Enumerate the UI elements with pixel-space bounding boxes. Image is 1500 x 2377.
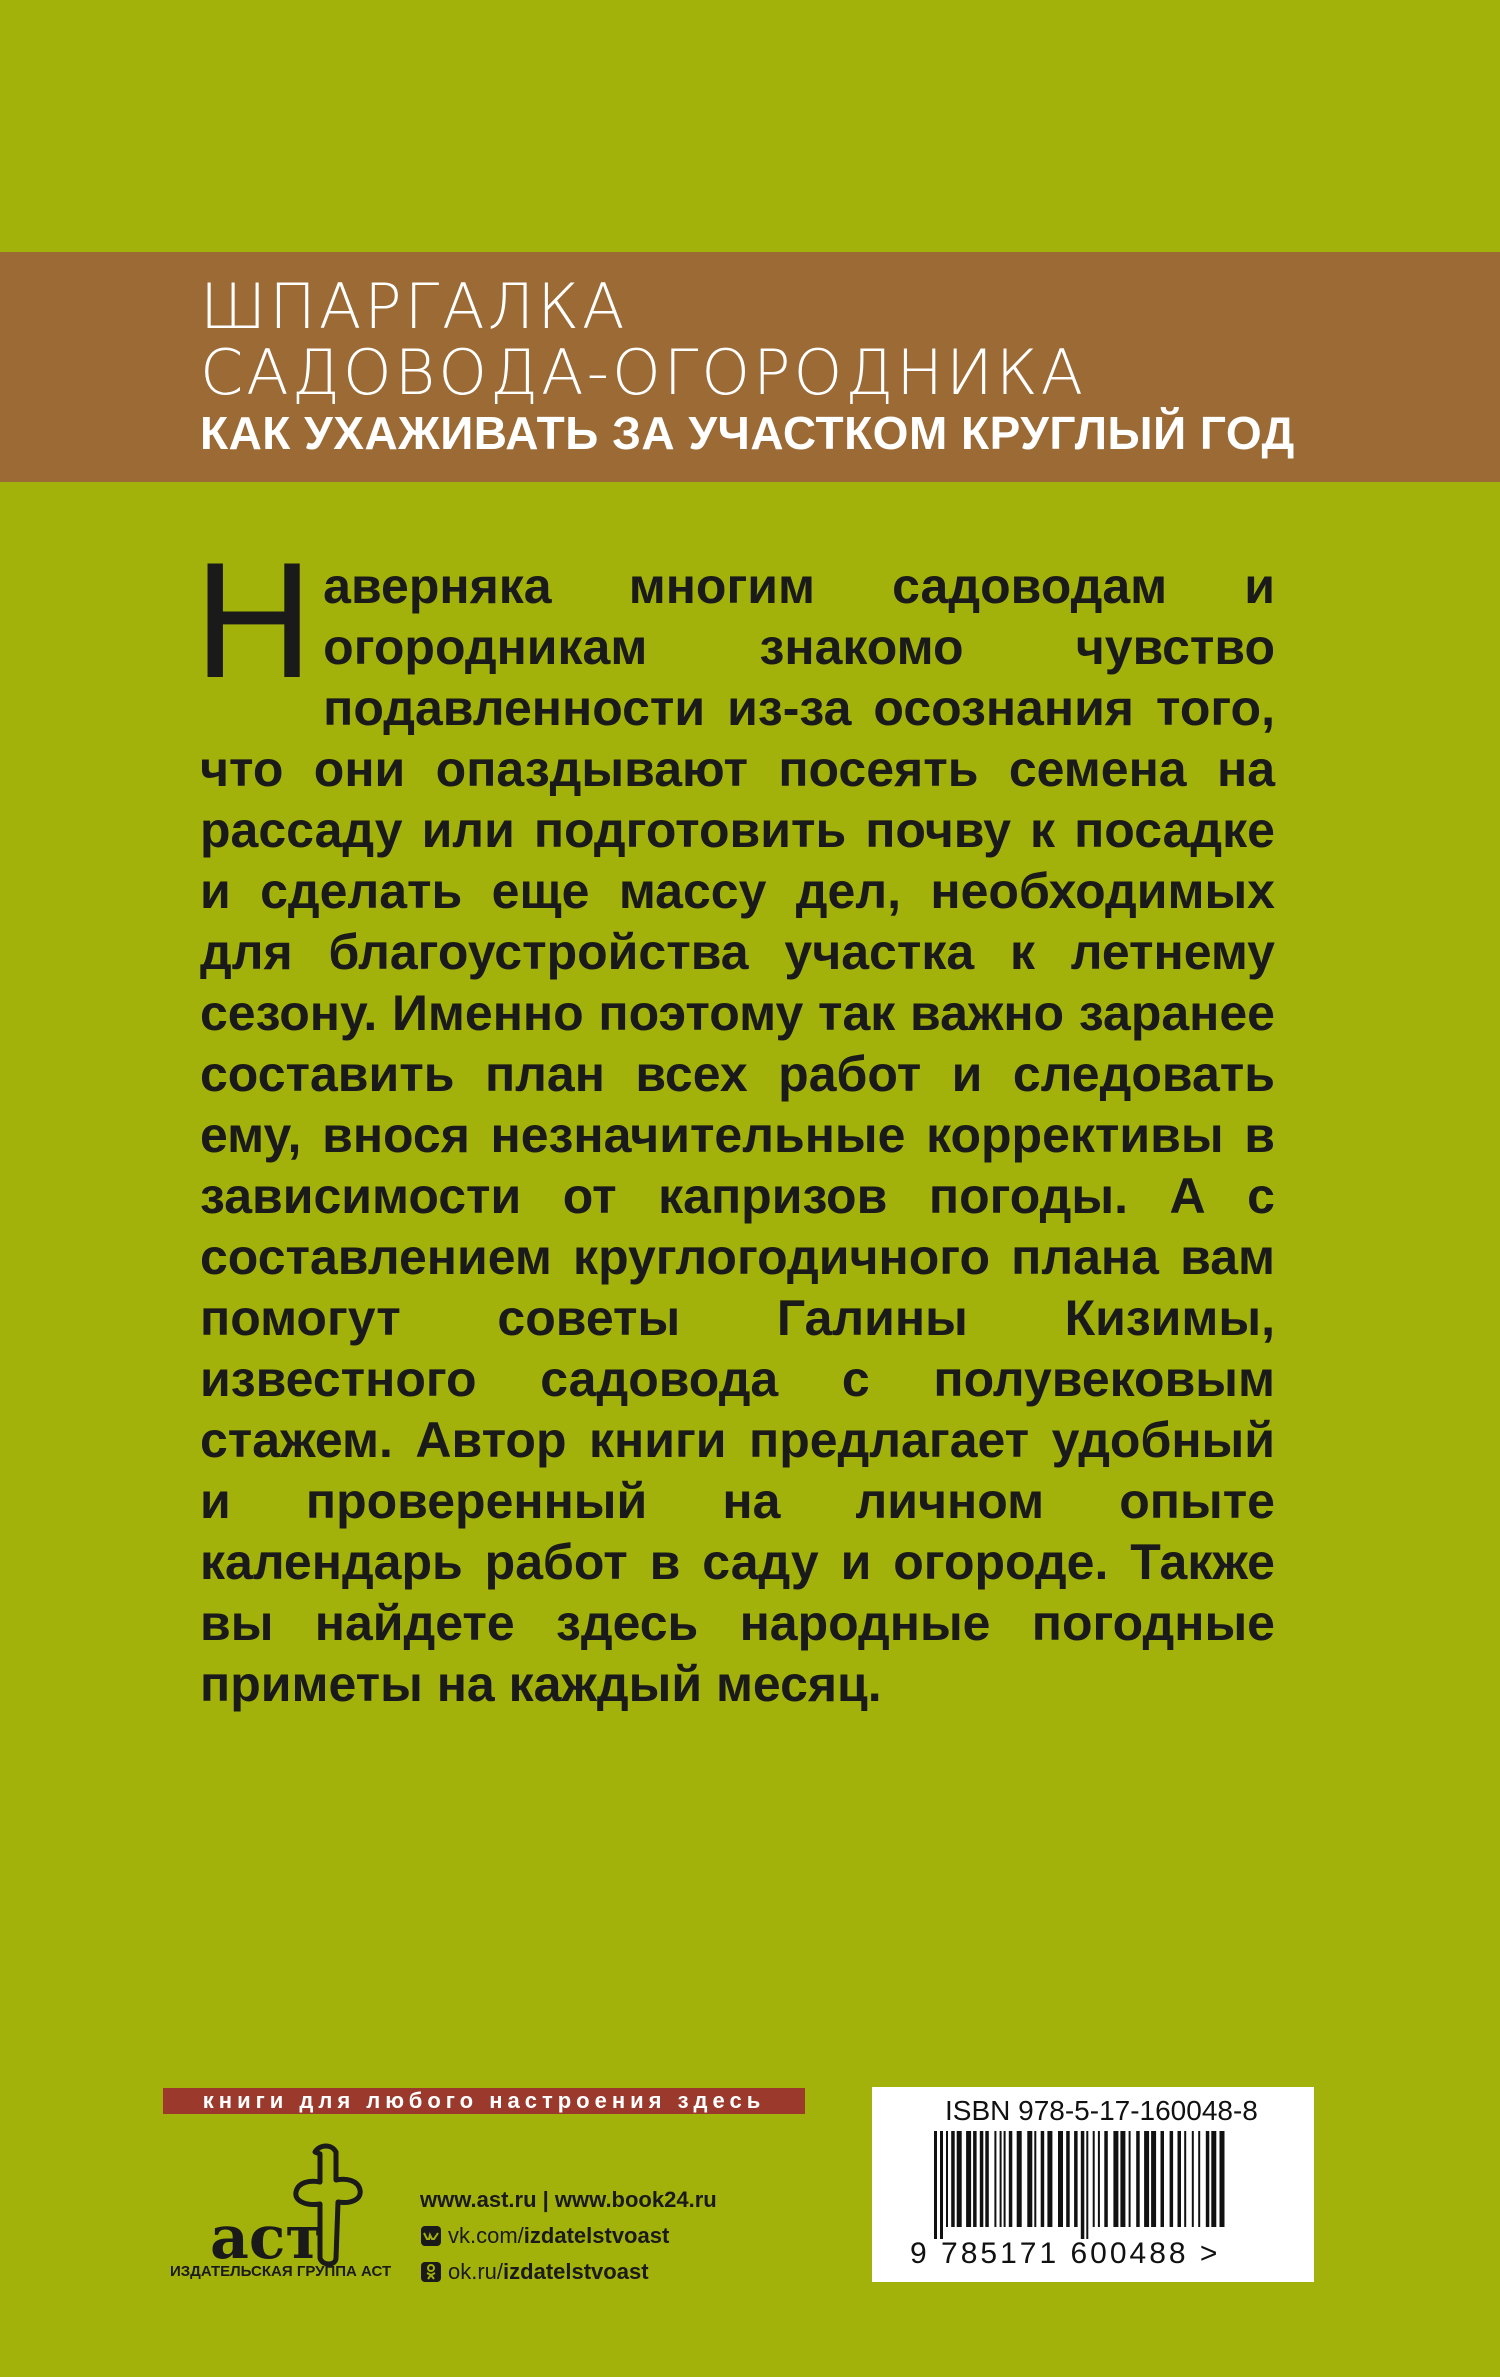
barcode-bar: [1211, 2131, 1216, 2227]
barcode-bar: [1198, 2131, 1200, 2227]
barcode-bar: [1074, 2131, 1078, 2227]
vk-icon: [420, 2225, 442, 2247]
logo-text: аст: [210, 2203, 323, 2270]
barcode-bar: [973, 2131, 977, 2227]
barcode-bar: [1161, 2131, 1165, 2227]
barcode-bar: [1192, 2131, 1194, 2227]
barcode-bar: [1066, 2131, 1070, 2227]
barcode-bar: [1086, 2131, 1088, 2239]
vk-row: [420, 2218, 717, 2254]
barcode-bar: [1178, 2131, 1182, 2227]
ok-link[interactable]: izdatelstvoast: [503, 2259, 649, 2284]
vk-link[interactable]: izdatelstvoast: [523, 2223, 670, 2248]
barcode-bar: [957, 2131, 962, 2227]
barcode-bar: [1129, 2131, 1131, 2227]
barcode-bar: [1098, 2131, 1100, 2227]
isbn-label: ISBN 978-5-17-160048-8: [945, 2095, 1258, 2126]
barcode-bar: [1034, 2131, 1036, 2227]
publisher-tagline: книги для любого настроения здесь: [163, 2088, 805, 2114]
barcode-bar: [1017, 2131, 1022, 2227]
description-text: аверняка многим садоводам и огородникам знакомо чувство подавленности из-за осознания того, что они опаздывают посеять семена на рассаду или подготовить почву к посадке и сделать еще массу дел, необходимых для благоустройства участка к летнему сезону. Именно поэтому так важно заранее составить план всех работ и следовать ему, внося незначительные коррективы в зависимости от капризов погоды. А с составлением круглогодичного плана вам помогут советы Галины Кизимы, известного садовода с полувековым стажем. Автор книги предлагает удобный и проверенный на личном опыте календарь работ в саду и огороде. Также вы найдете здесь народные погодные приметы на каждый месяц.: [200, 558, 1275, 1712]
ast-logo-icon: [170, 2140, 400, 2270]
barcode-bar: [966, 2131, 971, 2227]
barcode-bar: [946, 2131, 948, 2227]
barcode-bar: [1027, 2131, 1032, 2227]
title-line-2: САДОВОДА-ОГОРОДНИКА: [200, 336, 1087, 409]
barcode-bar: [1104, 2131, 1108, 2227]
description-paragraph: [194, 528, 1275, 1715]
ok-icon: [420, 2261, 442, 2283]
ok-prefix: ok.ru/: [448, 2259, 504, 2284]
ok-row: [420, 2254, 717, 2290]
isbn-digits: 9 785171 600488 >: [910, 2237, 1221, 2270]
barcode-bar: [1113, 2131, 1118, 2227]
barcode-bar: [1144, 2131, 1149, 2227]
barcode-bar: [951, 2131, 955, 2227]
barcode-bar: [1120, 2131, 1125, 2227]
websites-row: [420, 2182, 717, 2218]
barcode-bar: [1041, 2131, 1045, 2227]
barcode-bar: [1220, 2131, 1225, 2227]
title-banner: [0, 252, 1500, 482]
barcode-bar: [1047, 2131, 1052, 2227]
barcode-bar: [1093, 2131, 1095, 2227]
barcode-bar: [1058, 2131, 1063, 2227]
publisher-links: [420, 2182, 717, 2290]
barcode-bar: [1081, 2131, 1085, 2239]
barcode-bar: [934, 2131, 937, 2239]
vk-prefix: vk.com/: [448, 2223, 524, 2248]
barcode-bar: [1151, 2131, 1156, 2227]
barcode-bar: [1009, 2131, 1013, 2227]
barcode-bar: [1206, 2131, 1210, 2227]
isbn-barcode-box: [872, 2087, 1314, 2282]
barcode-icon: [934, 2131, 1234, 2239]
barcode-bar: [985, 2131, 989, 2227]
barcode-bar: [980, 2131, 984, 2227]
websites-link[interactable]: www.ast.ru | www.book24.ru: [420, 2187, 717, 2212]
drop-cap: Н: [194, 528, 314, 712]
title-line-1: ШПАРГАЛКА: [200, 270, 628, 343]
barcode-bar: [1170, 2131, 1174, 2227]
subtitle: КАК УХАЖИВАТЬ ЗА УЧАСТКОМ КРУГЛЫЙ ГОД: [200, 407, 1295, 459]
barcode-bar: [1136, 2131, 1140, 2227]
barcode-bar: [940, 2131, 943, 2239]
barcode-bar: [994, 2131, 996, 2227]
barcode-bar: [1000, 2131, 1002, 2227]
barcode-bar: [1184, 2131, 1186, 2227]
barcode-bar: [1004, 2131, 1006, 2227]
publisher-caption: ИЗДАТЕЛЬСКАЯ ГРУППА АСТ: [170, 2263, 392, 2280]
